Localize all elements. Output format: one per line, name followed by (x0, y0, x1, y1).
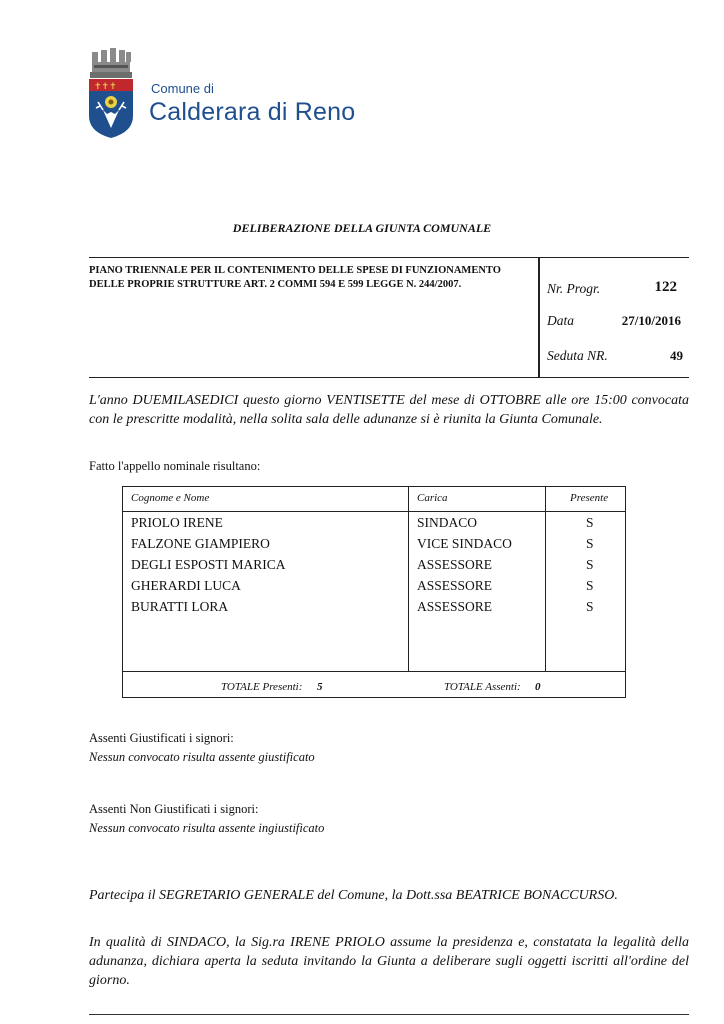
presidency-statement: In qualità di SINDACO, la Sig.ra IRENE PRIOLO assume la presidenza e, constatata la legalità della adunanza, dichiara aperta la seduta invitando la Giunta a deliberare sugli oggetti iscritti all'ordine del giorno. (89, 935, 689, 988)
col-header-present: Presente (570, 492, 609, 504)
coat-of-arms-icon (86, 48, 146, 140)
row-name: DEGLI ESPOSTI MARICA (131, 557, 286, 572)
seduta-value: 49 (670, 348, 683, 363)
row-present: S (586, 578, 594, 593)
table-header-rule (123, 511, 625, 512)
row-present: S (586, 599, 594, 614)
svg-text:✝✝✝: ✝✝✝ (94, 82, 117, 92)
justified-absences-value: Nessun convocato risulta assente giustificato (89, 750, 315, 764)
header-top-rule (89, 257, 689, 258)
total-absent-value: 0 (535, 681, 541, 693)
unjustified-absences-value: Nessun convocato risulta assente ingiustificato (89, 821, 325, 835)
unjustified-absences-label: Assenti Non Giustificati i signori: (89, 802, 259, 816)
column-divider (408, 487, 409, 671)
row-name: GHERARDI LUCA (131, 578, 241, 593)
municipality-prefix: Comune di (151, 81, 214, 96)
total-present-label: TOTALE Presenti: (221, 681, 303, 693)
col-header-name: Cognome e Nome (131, 492, 210, 504)
secretary-statement: Partecipa il SEGRETARIO GENERALE del Comune, la Dott.ssa BEATRICE BONACCURSO. (89, 888, 618, 903)
municipality-logo (86, 48, 376, 140)
municipality-name: Calderara di Reno (149, 98, 356, 126)
nr-progr-value: 122 (654, 279, 677, 295)
row-name: FALZONE GIAMPIERO (131, 536, 270, 551)
deliberation-subject: PIANO TRIENNALE PER IL CONTENIMENTO DELLE SPESE DI FUNZIONAMENTO DELLE PROPRIE STRUTTURE ART. 2 COMMI 594 E 599 LEGGE N. 244/2007. (89, 265, 501, 290)
justified-absences-label: Assenti Giustificati i signori: (89, 731, 234, 745)
row-name: BURATTI LORA (131, 599, 229, 614)
page-bottom-rule (89, 1014, 689, 1015)
row-role: ASSESSORE (417, 578, 493, 593)
row-present: S (586, 557, 594, 572)
nr-progr-label: Nr. Progr. (547, 281, 601, 296)
date-value: 27/10/2016 (621, 313, 681, 328)
meeting-intro: L'anno DUEMILASEDICI questo giorno VENTISETTE del mese di OTTOBRE alle ore 15:00 convocata con le prescritte modalità, nella solita sala delle adunanze si è riunita la Giunta Comunale. (89, 393, 689, 427)
col-header-role: Carica (417, 492, 448, 504)
row-name: PRIOLO IRENE (131, 515, 223, 530)
roll-call-label: Fatto l'appello nominale risultano: (89, 459, 261, 473)
header-divider (538, 257, 540, 378)
date-label: Data (547, 313, 574, 328)
column-divider (545, 487, 546, 671)
table-body-rule (123, 671, 625, 672)
total-absent-label: TOTALE Assenti: (444, 681, 521, 693)
row-present: S (586, 515, 594, 530)
row-role: ASSESSORE (417, 599, 493, 614)
row-role: SINDACO (417, 515, 478, 530)
row-role: ASSESSORE (417, 557, 493, 572)
header-bottom-rule (89, 377, 689, 378)
row-role: VICE SINDACO (417, 536, 512, 551)
row-present: S (586, 536, 594, 551)
attendance-table (122, 486, 626, 698)
document-title: DELIBERAZIONE DELLA GIUNTA COMUNALE (232, 221, 492, 235)
total-present-value: 5 (317, 681, 323, 693)
seduta-label: Seduta NR. (547, 348, 608, 363)
